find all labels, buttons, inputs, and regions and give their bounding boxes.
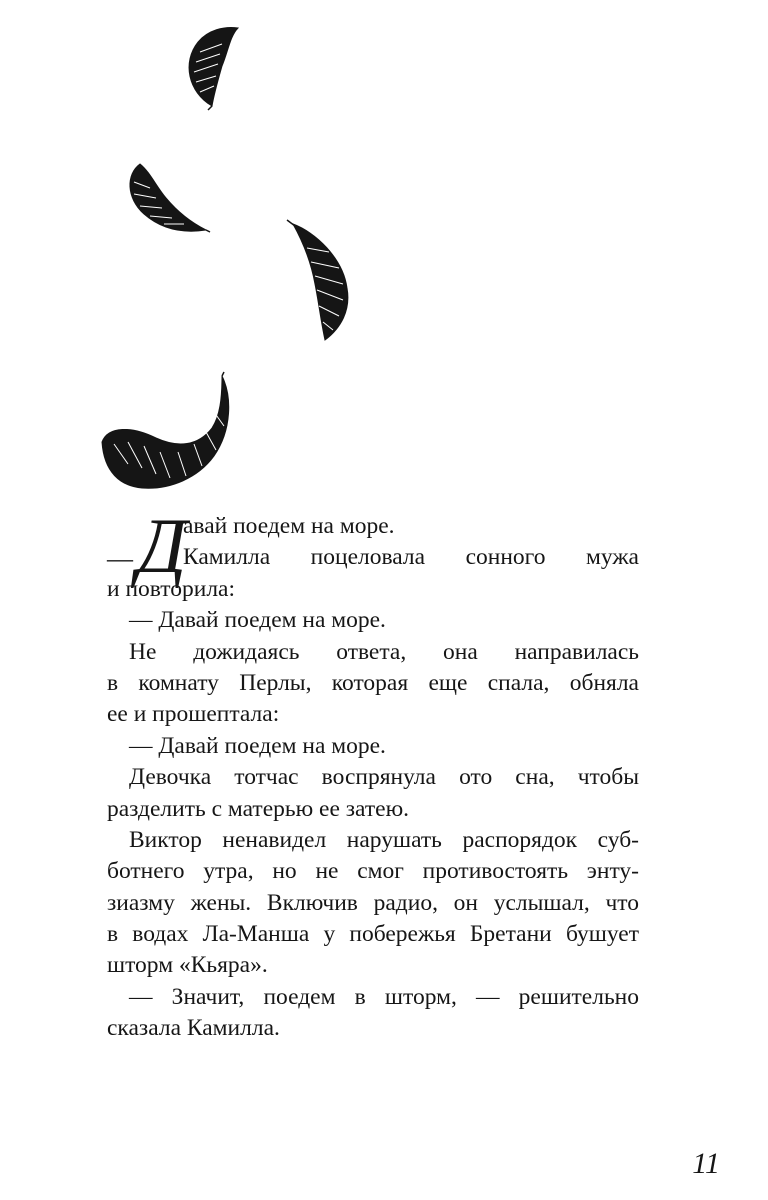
feather-icon: [98, 372, 238, 497]
text-line: в комнату Перлы, которая еще спала, обняла: [107, 669, 639, 696]
text-line: шторм «Кьяра».: [107, 952, 268, 979]
opening-dash: —: [107, 544, 133, 573]
text-line: Виктор ненавидел нарушать распорядок суб-: [129, 826, 639, 853]
text-line: ботнего утра, но не смог противостоять энту-: [107, 858, 639, 885]
text-line: ее и прошептала:: [107, 701, 280, 728]
feather-icon: [120, 158, 210, 238]
text-line: и повторила:: [107, 575, 236, 602]
text-line: авай поедем на море.: [183, 513, 395, 539]
text-line: разделить с матерью ее затею.: [107, 795, 410, 822]
text-line: — Значит, поедем в шторм, — решительно: [129, 983, 639, 1010]
text-line: Камилла поцеловала сонного мужа: [183, 544, 639, 571]
body-text: [107, 502, 639, 1045]
text-line: — Давай поедем на море.: [129, 732, 386, 759]
feather-icon: [285, 218, 360, 343]
feather-icon: [178, 22, 248, 112]
drop-cap: Д: [137, 502, 187, 589]
text-line: в водах Ла-Манша у побережья Бретани бушует: [107, 921, 639, 948]
text-line: Девочка тотчас воспрянула ото сна, чтобы: [129, 764, 639, 791]
text-line: зиазму жены. Включив радио, он услышал, что: [107, 889, 639, 916]
text-line: сказала Камилла.: [107, 1015, 280, 1042]
text-line: Не дожидаясь ответа, она направилась: [129, 638, 639, 665]
text-line: — Давай поедем на море.: [129, 607, 386, 634]
page-number: 11: [692, 1147, 720, 1180]
